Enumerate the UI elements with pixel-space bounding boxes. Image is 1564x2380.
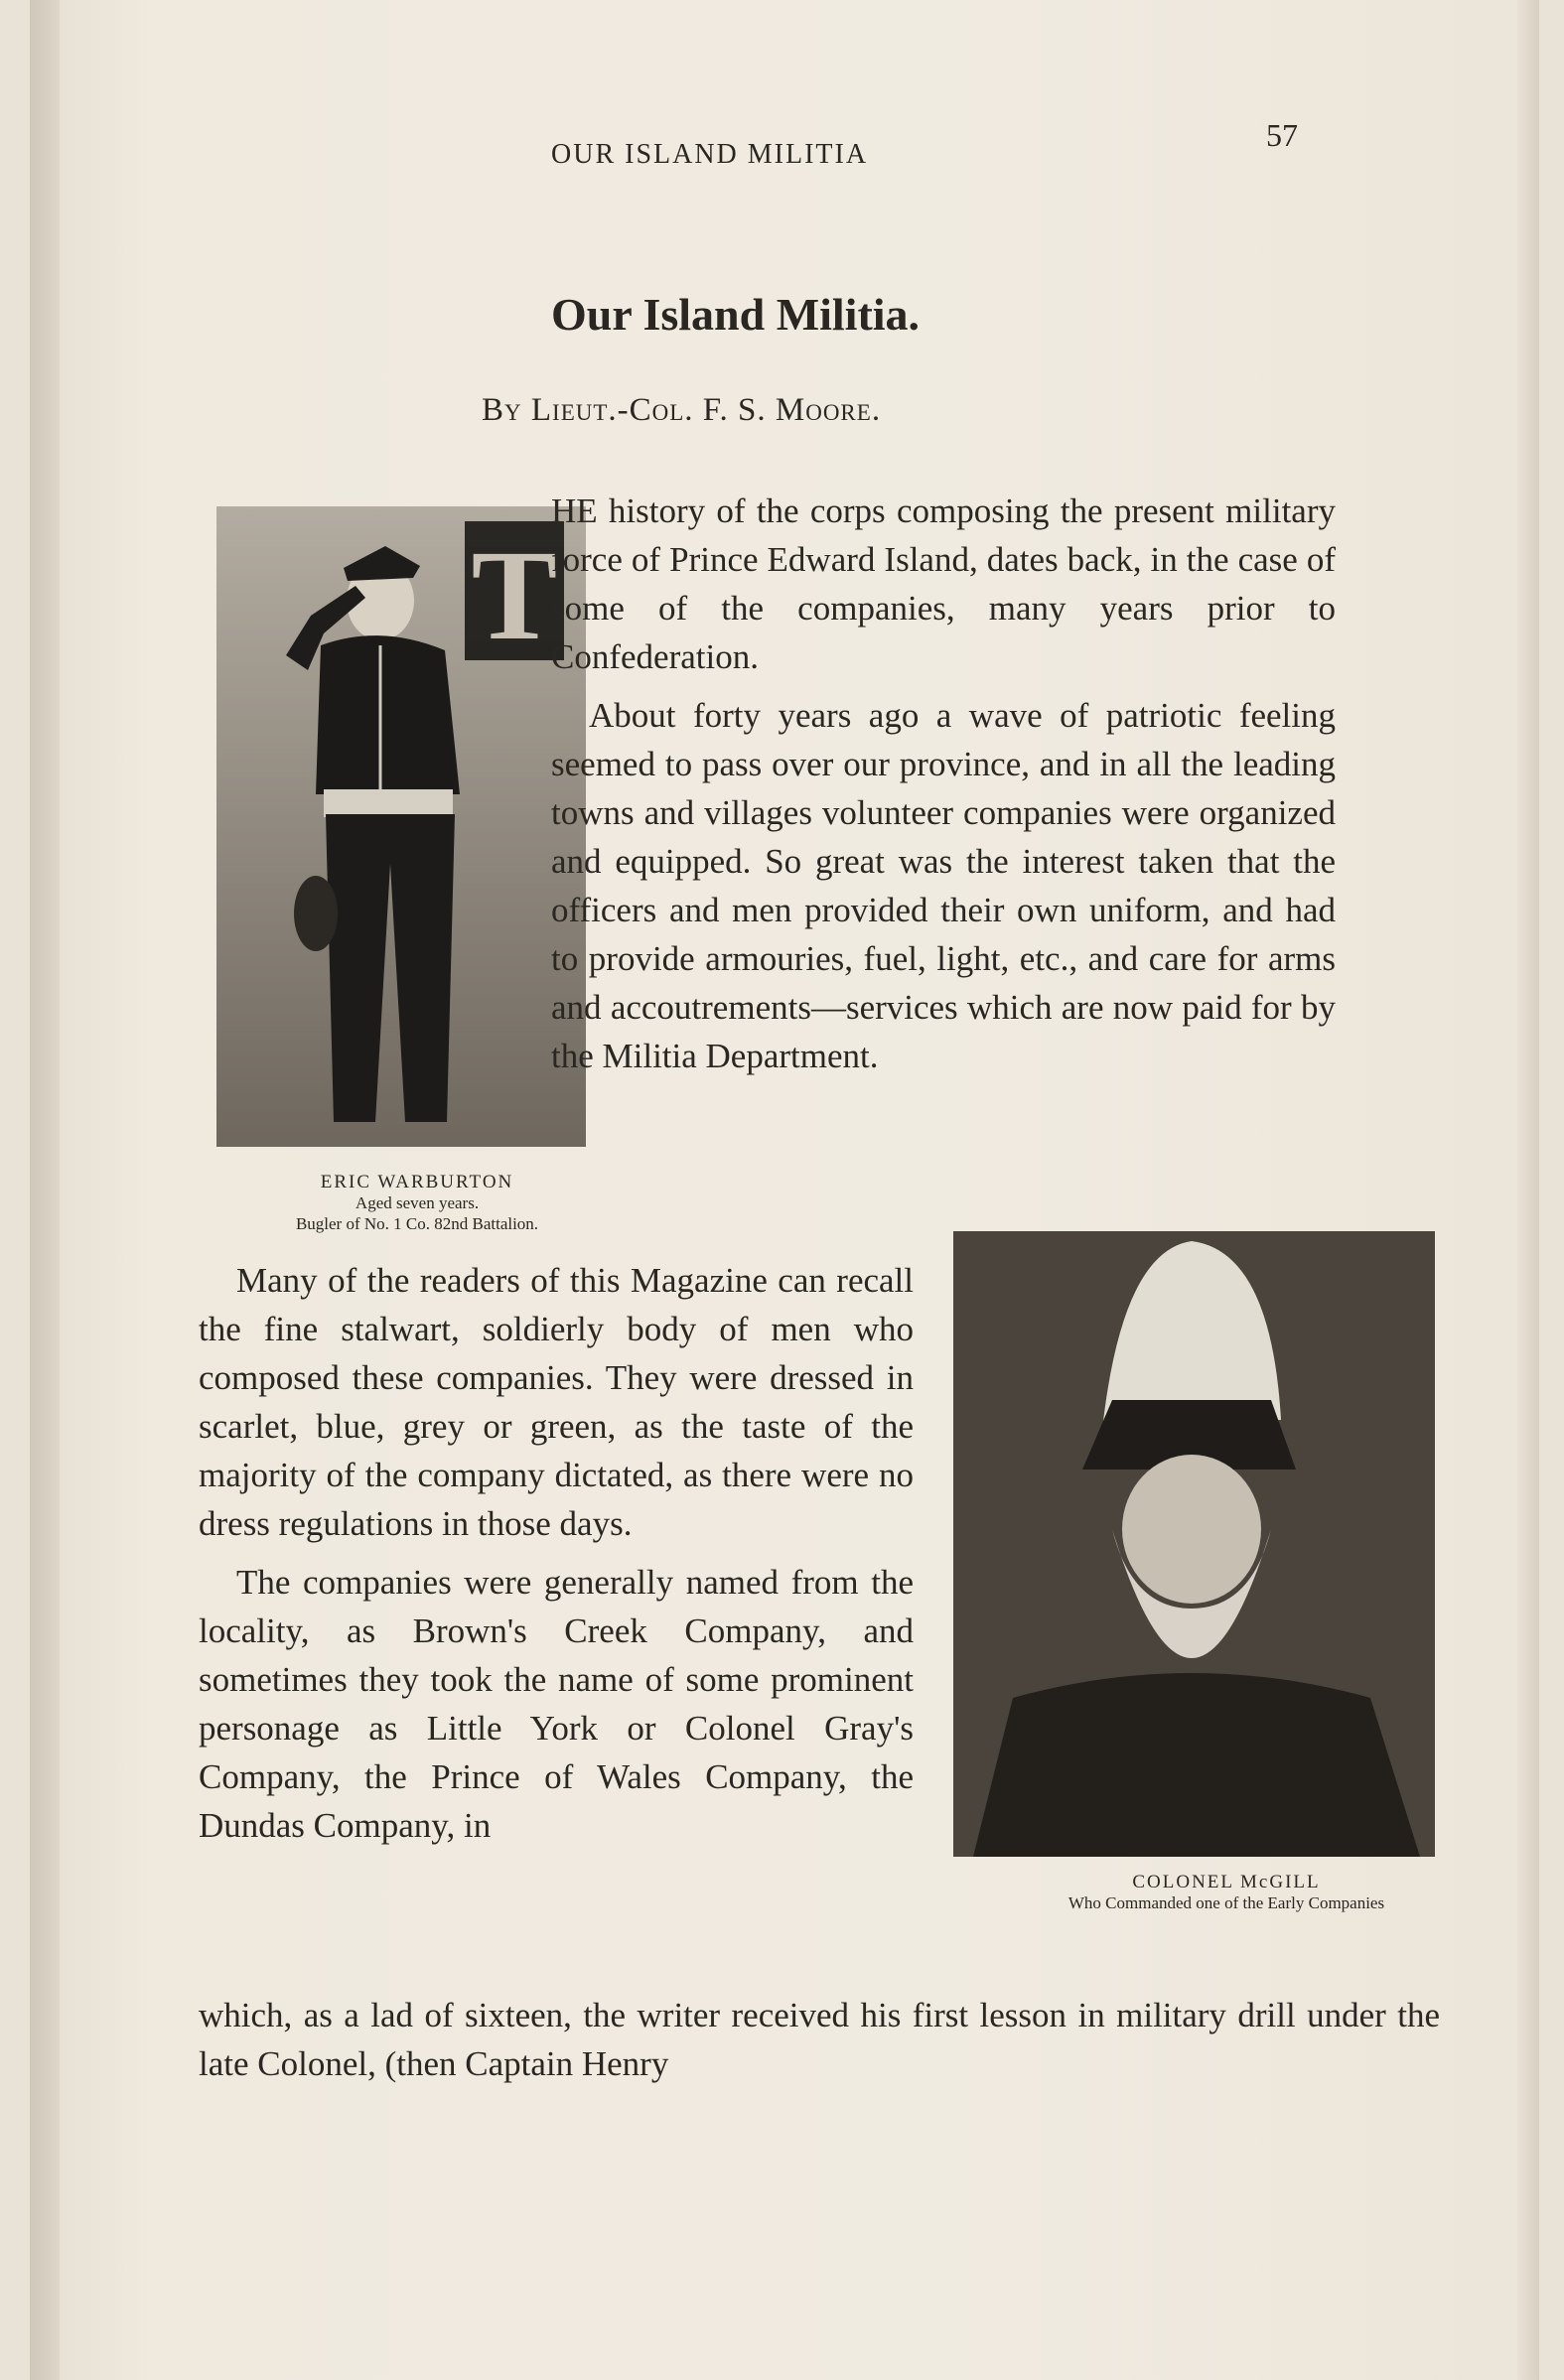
running-head: OUR ISLAND MILITIA bbox=[551, 139, 869, 170]
caption-1-age: Aged seven years. bbox=[355, 1193, 480, 1212]
paragraph-3: Many of the readers of this Magazine can recall the fine stalwart, soldierly body of men who composed these companies. They were dressed in scarlet, blue, grey or green, as the taste of the majority of the company dictated, as there were no dress regulations in those days. bbox=[199, 1261, 914, 1543]
bearded-officer-illustration bbox=[953, 1231, 1435, 1857]
paragraph-2: About forty years ago a wave of patriotic feeling seemed to pass over our province, and in all the leading towns and villages volunteer companies were organized and equipped. So great was the interest taken that the officers and men provided their own uniform, and had to provide armouries, fuel, light, etc., and care for arms and accoutrements—services which are now paid for by the Militia Department. bbox=[551, 696, 1336, 1075]
article-byline: By Lieut.-Col. F. S. Moore. bbox=[482, 392, 882, 428]
paragraph-1: HE history of the corps composing the present military force of Prince Edward Island, dates back, in the case of some of the companies, many years prior to Confederation. bbox=[551, 491, 1336, 676]
paragraph-4-continuation: which, as a lad of sixteen, the writer received his first lesson in military drill under the late Colonel, (then Captain Henry bbox=[199, 1996, 1440, 2083]
article-column-top bbox=[551, 487, 1336, 1080]
paragraph-4-start: The companies were generally named from the locality, as Brown's Creek Company, and sometimes they took the name of some prominent personage as Little York or Colonel Gray's Company, the Prince of Wales Company, the Dundas Company, in bbox=[199, 1563, 914, 1845]
boy-in-uniform-illustration bbox=[216, 506, 586, 1147]
caption-eric-warburton bbox=[228, 1172, 606, 1234]
photo-colonel-mcgill bbox=[953, 1231, 1435, 1857]
book-page bbox=[30, 0, 1539, 2380]
caption-1-name: ERIC WARBURTON bbox=[320, 1172, 514, 1192]
article-title: Our Island Militia. bbox=[551, 289, 921, 340]
page-number: 57 bbox=[1266, 117, 1298, 153]
caption-2-desc: Who Commanded one of the Early Companies bbox=[1067, 1893, 1385, 1912]
page-edge bbox=[1517, 0, 1539, 2380]
article-column-middle bbox=[199, 1256, 914, 1850]
drop-cap-letter: T bbox=[471, 524, 558, 667]
page-binding bbox=[30, 0, 60, 2380]
caption-2-name: COLONEL McGILL bbox=[1132, 1872, 1321, 1892]
caption-1-rank: Bugler of No. 1 Co. 82nd Battalion. bbox=[295, 1214, 539, 1233]
photo-eric-warburton bbox=[216, 506, 586, 1147]
caption-colonel-mcgill bbox=[978, 1872, 1475, 1913]
